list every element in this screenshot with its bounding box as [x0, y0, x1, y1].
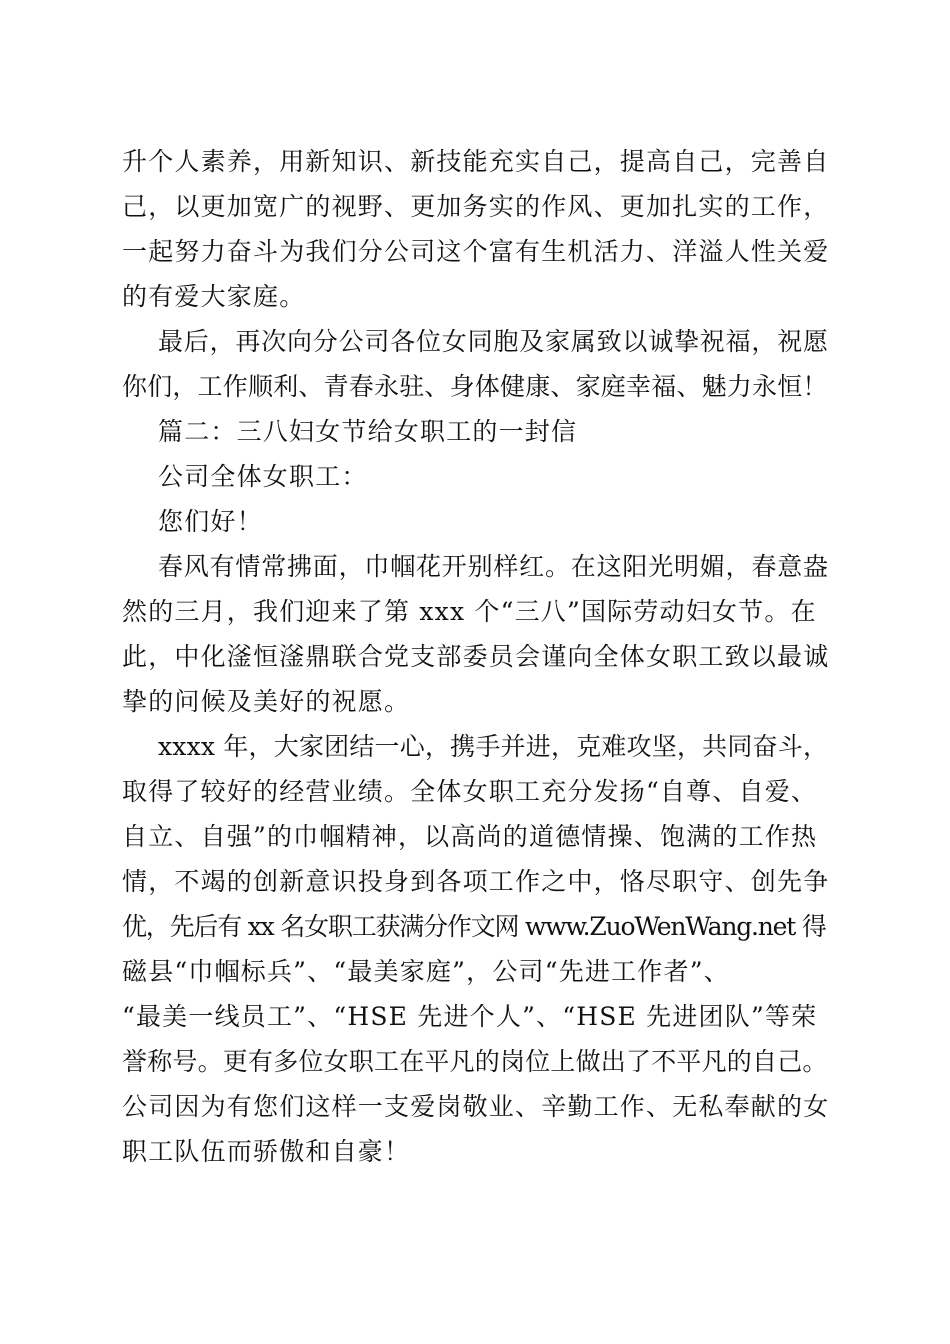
text-line: 挚的问候及美好的祝愿。 — [122, 687, 411, 716]
text-line: 誉称号。更有多位女职工在平凡的岗位上做出了不平凡的自己。 — [122, 1047, 828, 1076]
text-line: 春风有情常拂面，巾帼花开别样红。在这阳光明媚，春意盎 — [158, 552, 829, 581]
text-line: 自立、自强”的巾帼精神，以高尚的道德情操、饱满的工作热 — [122, 822, 818, 851]
text-line: 情，不竭的创新意识投身到各项工作之中，恪尽职守、创先争 — [122, 867, 830, 896]
greeting: 您们好！ — [158, 507, 263, 536]
salutation: 公司全体女职工： — [158, 462, 368, 491]
text-line: 优，先后有 xx 名女职工获满分作文网 www.ZuoWenWang.net 得 — [122, 912, 826, 941]
text-line: 磁县“巾帼标兵”、“最美家庭”，公司“先进工作者”、 — [122, 957, 730, 986]
text-line: 此，中化滏恒滏鼎联合党支部委员会谨向全体女职工致以最诚 — [122, 642, 830, 671]
text-line: 的有爱大家庭。 — [122, 282, 306, 311]
text-line: 你们，工作顺利、青春永驻、身体健康、家庭幸福、魅力永恒！ — [122, 372, 828, 401]
text-line: 职工队伍而骄傲和自豪！ — [122, 1137, 411, 1166]
text-line: 己，以更加宽广的视野、更加务实的作风、更加扎实的工作， — [122, 192, 830, 221]
text-line: 升个人素养，用新知识、新技能充实自己，提高自己，完善自 — [122, 147, 830, 176]
text-line: 最后，再次向分公司各位女同胞及家属致以诚挚祝福，祝愿 — [158, 327, 829, 356]
text-line: 公司因为有您们这样一支爱岗敬业、辛勤工作、无私奉献的女 — [122, 1092, 830, 1121]
text-line: 取得了较好的经营业绩。全体女职工充分发扬“自尊、自爱、 — [122, 777, 818, 806]
text-line: 一起努力奋斗为我们分公司这个富有生机活力、洋溢人性关爱 — [122, 237, 830, 266]
section-heading: 篇二：三八妇女节给女职工的一封信 — [158, 417, 578, 446]
text-line: xxxx 年，大家团结一心，携手并进，克难攻坚，共同奋斗， — [158, 732, 829, 761]
text-line: 然的三月，我们迎来了第 xxx 个“三八”国际劳动妇女节。在 — [122, 597, 817, 626]
text-line: “最美一线员工”、“HSE 先进个人”、“HSE 先进团队”等荣 — [122, 1002, 818, 1031]
